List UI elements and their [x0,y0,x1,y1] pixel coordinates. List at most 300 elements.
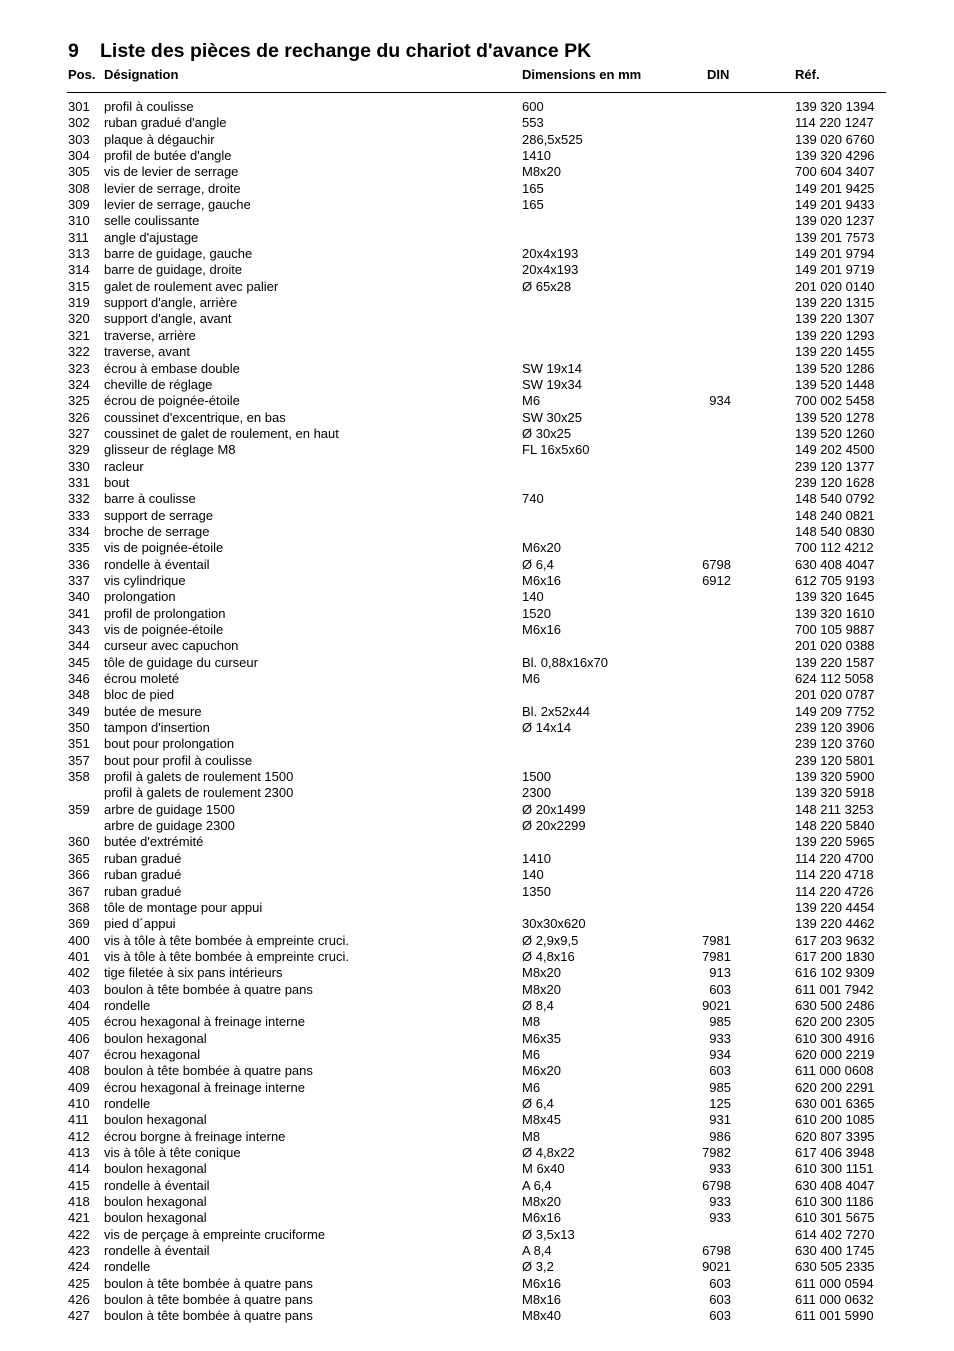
cell-pos: 404 [68,997,90,1013]
cell-pos: 315 [68,278,90,294]
cell-designation: vis cylindrique [104,572,186,588]
cell-ref: 149 201 9433 [795,197,875,213]
cell-ref: 617 203 9632 [795,932,875,948]
section-number: 9 [68,40,79,62]
cell-designation: bout pour prolongation [104,736,235,752]
table-row [0,1227,954,1243]
cell-ref: 620 000 2219 [795,1046,875,1062]
table-row [0,1178,954,1194]
cell-ref: 239 120 1377 [795,458,875,474]
table-row [0,753,954,769]
cell-ref: 624 112 5058 [795,671,874,687]
cell-pos: 408 [68,1063,90,1079]
cell-designation: rondelle à éventail [104,1243,210,1259]
table-row [0,1031,954,1047]
cell-ref: 139 520 1260 [795,425,875,441]
cell-designation: écrou de poignée-étoile [104,393,240,409]
cell-designation: écrou hexagonal [104,1046,201,1062]
cell-pos: 343 [68,622,90,637]
table-row [0,622,954,638]
cell-dimensions: M8x40 [522,1308,562,1324]
cell-pos: 413 [68,1145,90,1160]
cell-designation: profil de prolongation [104,605,226,621]
table-row [0,720,954,736]
table-row [0,1308,954,1324]
table-row [0,704,954,720]
cell-ref: 149 201 9794 [795,246,875,262]
table-row [0,638,954,654]
cell-designation: support d'angle, arrière [104,295,238,311]
cell-pos: 310 [68,213,90,229]
cell-pos: 425 [68,1275,90,1291]
cell-dimensions: 600 [522,99,544,114]
cell-dimensions: M6 [522,1046,541,1062]
cell-din: 125 [709,1095,731,1111]
cell-din: 913 [709,965,731,981]
cell-din: 603 [709,1275,731,1291]
cell-dimensions: 553 [522,115,544,131]
cell-designation: tôle de guidage du curseur [104,654,258,670]
cell-ref: 139 201 7573 [795,229,875,245]
cell-pos: 410 [68,1095,90,1111]
cell-designation: galet de roulement avec palier [104,278,279,294]
cell-designation: plaque à dégauchir [104,131,215,147]
cell-dimensions: Ø 6,4 [522,556,554,572]
cell-ref: 239 120 3906 [795,720,875,736]
cell-designation: cheville de réglage [104,376,213,392]
cell-dimensions: FL 16x5x60 [522,442,590,458]
cell-dimensions: Ø 2,9x9,5 [522,932,579,948]
cell-ref: 148 540 0830 [795,523,875,539]
cell-pos: 427 [68,1308,90,1324]
table-row [0,884,954,900]
cell-ref: 201 020 0388 [795,638,875,654]
cell-ref: 239 120 1628 [795,474,875,490]
cell-designation: prolongation [104,589,176,605]
table-row [0,361,954,377]
cell-ref: 139 220 1307 [795,311,875,327]
cell-dimensions: 740 [522,491,544,507]
cell-ref: 630 001 6365 [795,1095,875,1111]
cell-pos: 400 [68,932,90,948]
table-row [0,802,954,818]
cell-designation: coussinet de galet de roulement, en haut [104,425,339,441]
cell-designation: ruban gradué [104,850,182,866]
table-row [0,933,954,949]
cell-designation: rondelle à éventail [104,556,210,572]
cell-pos: 308 [68,180,90,196]
cell-pos: 418 [68,1194,90,1210]
cell-pos: 345 [68,654,90,670]
cell-designation: rondelle [104,1259,151,1275]
cell-ref: 139 320 1610 [795,605,875,621]
cell-ref: 611 000 0632 [795,1292,874,1308]
table-row [0,1259,954,1275]
table-row [0,785,954,801]
cell-dimensions: M8x16 [522,1292,562,1308]
cell-pos: 359 [68,801,90,817]
cell-designation: curseur avec capuchon [104,638,239,654]
cell-dimensions: 1410 [522,850,551,866]
cell-dimensions: Ø 3,2 [522,1259,554,1275]
cell-ref: 139 520 1286 [795,360,875,376]
cell-designation: boulon hexagonal [104,1030,207,1046]
cell-pos: 340 [68,589,90,605]
column-header-din: DIN [707,67,730,82]
table-row [0,851,954,867]
table-row [0,1276,954,1292]
cell-ref: 139 320 1645 [795,589,875,605]
cell-ref: 139 320 1394 [795,99,875,114]
cell-pos: 322 [68,344,90,360]
cell-ref: 148 540 0792 [795,491,875,507]
section-title: Liste des pièces de rechange du chariot d'avance PK [100,40,592,62]
table-row [0,1145,954,1161]
cell-dimensions: M8x20 [522,965,562,981]
cell-pos: 421 [68,1210,90,1226]
cell-pos: 302 [68,115,90,131]
cell-ref: 610 300 1186 [795,1194,874,1210]
cell-dimensions: A 8,4 [522,1243,552,1259]
cell-ref: 611 001 5990 [795,1308,874,1324]
table-row [0,655,954,671]
cell-dimensions: M8x45 [522,1112,562,1128]
table-row [0,459,954,475]
cell-designation: broche de serrage [104,523,210,539]
cell-designation: butée de mesure [104,703,202,719]
table-row [0,540,954,556]
table-row [0,344,954,360]
table-row [0,557,954,573]
cell-dimensions: M6x20 [522,540,562,556]
cell-pos: 406 [68,1030,90,1046]
cell-din: 7981 [702,948,731,964]
table-row [0,393,954,409]
cell-ref: 630 505 2335 [795,1259,875,1275]
cell-designation: boulon à tête bombée à quatre pans [104,1275,313,1291]
cell-designation: boulon à tête bombée à quatre pans [104,1308,313,1324]
cell-ref: 239 120 5801 [795,752,875,768]
cell-designation: bout pour profil à coulisse [104,752,253,768]
cell-pos: 309 [68,197,90,213]
cell-ref: 201 020 0787 [795,687,875,703]
cell-designation: boulon à tête bombée à quatre pans [104,1063,313,1079]
table-row [0,491,954,507]
cell-dimensions: M8x20 [522,1194,562,1210]
table-row [0,1129,954,1145]
cell-designation: écrou hexagonal à freinage interne [104,1079,305,1095]
cell-pos: 405 [68,1014,90,1030]
cell-designation: boulon hexagonal [104,1194,207,1210]
cell-dimensions: M6 [522,1079,541,1095]
cell-designation: levier de serrage, droite [104,180,241,196]
cell-din: 7982 [702,1145,731,1160]
cell-ref: 139 220 1293 [795,327,875,343]
table-row [0,410,954,426]
cell-ref: 139 220 4462 [795,916,875,932]
cell-designation: vis à tôle à tête bombée à empreinte cruci. [104,948,349,964]
cell-pos: 411 [68,1112,89,1128]
cell-pos: 327 [68,425,90,441]
cell-pos: 351 [68,736,90,752]
cell-designation: barre à coulisse [104,491,196,507]
table-row [0,99,954,115]
page-title [68,40,591,63]
cell-ref: 139 220 1455 [795,344,875,360]
cell-ref: 149 201 9719 [795,262,875,278]
cell-designation: pied d´appui [104,916,176,932]
cell-pos: 313 [68,246,90,262]
cell-designation: vis de poignée-étoile [104,540,224,556]
cell-dimensions: 165 [522,180,544,196]
cell-dimensions: Ø 4,8x22 [522,1145,575,1160]
cell-dimensions: M8 [522,1128,541,1144]
cell-dimensions: M6x20 [522,1063,562,1079]
table-row [0,687,954,703]
cell-ref: 611 000 0594 [795,1275,874,1291]
cell-din: 6912 [702,572,731,588]
cell-ref: 201 020 0140 [795,278,875,294]
table-row [0,867,954,883]
cell-pos: 332 [68,491,90,507]
cell-designation: écrou à embase double [104,360,240,376]
cell-designation: support de serrage [104,507,214,523]
cell-designation: ruban gradué [104,883,182,899]
cell-designation: profil à galets de roulement 2300 [104,785,294,801]
cell-designation: traverse, arrière [104,327,196,343]
cell-ref: 149 202 4500 [795,442,875,458]
header-divider [67,92,886,93]
table-row [0,508,954,524]
cell-ref: 139 220 4454 [795,899,875,915]
table-row [0,671,954,687]
cell-designation: traverse, avant [104,344,190,360]
cell-dimensions: 1410 [522,148,551,164]
cell-designation: profil de butée d'angle [104,148,232,164]
cell-ref: 617 406 3948 [795,1145,875,1160]
cell-pos: 305 [68,164,90,180]
cell-designation: rondelle [104,997,151,1013]
cell-designation: écrou borgne à freinage interne [104,1128,286,1144]
cell-pos: 426 [68,1292,90,1308]
table-row [0,213,954,229]
table-row [0,426,954,442]
cell-din: 933 [709,1194,731,1210]
cell-ref: 139 020 1237 [795,213,875,229]
cell-dimensions: Ø 4,8x16 [522,948,575,964]
cell-designation: bloc de pied [104,687,175,703]
cell-dimensions: Ø 20x2299 [522,818,586,834]
cell-ref: 139 520 1278 [795,409,875,425]
cell-designation: support d'angle, avant [104,311,232,327]
cell-dimensions: 140 [522,589,544,605]
cell-din: 931 [709,1112,731,1128]
cell-designation: vis à tôle à tête bombée à empreinte cruci. [104,932,349,948]
cell-pos: 321 [68,327,90,343]
table-row [0,1210,954,1226]
cell-ref: 700 002 5458 [795,393,875,409]
cell-dimensions: 1350 [522,883,551,899]
cell-din: 933 [709,1210,731,1226]
cell-pos: 333 [68,507,90,523]
cell-pos: 350 [68,720,90,736]
cell-dimensions: M8 [522,1014,541,1030]
cell-din: 933 [709,1030,731,1046]
cell-pos: 424 [68,1259,90,1275]
cell-pos: 303 [68,131,90,147]
cell-designation: boulon hexagonal [104,1112,207,1128]
cell-dimensions: M6 [522,671,541,687]
cell-pos: 422 [68,1226,90,1242]
cell-dimensions: A 6,4 [522,1177,552,1193]
cell-pos: 323 [68,360,90,376]
cell-dimensions: 20x4x193 [522,262,579,278]
cell-designation: bout [104,474,130,490]
cell-ref: 610 301 5675 [795,1210,875,1226]
cell-designation: arbre de guidage 2300 [104,818,235,834]
cell-pos: 365 [68,850,90,866]
cell-pos: 357 [68,752,90,768]
cell-din: 985 [709,1079,731,1095]
column-header-dimensions: Dimensions en mm [522,67,642,82]
cell-ref: 617 200 1830 [795,948,875,964]
table-row [0,1063,954,1079]
table-row [0,949,954,965]
cell-ref: 139 520 1448 [795,376,875,392]
cell-din: 9021 [702,1259,731,1275]
cell-dimensions: 30x30x620 [522,916,586,932]
cell-pos: 349 [68,703,90,719]
cell-ref: 700 112 4212 [795,540,874,556]
cell-din: 7981 [702,932,731,948]
table-row [0,279,954,295]
cell-din: 933 [709,1161,731,1177]
table-row [0,524,954,540]
cell-designation: levier de serrage, gauche [104,197,251,213]
cell-pos: 368 [68,899,90,915]
table-row [0,573,954,589]
cell-din: 934 [709,1046,731,1062]
cell-ref: 612 705 9193 [795,572,875,588]
table-row [0,328,954,344]
cell-dimensions: M 6x40 [522,1161,565,1177]
table-row [0,377,954,393]
cell-pos: 367 [68,883,90,899]
cell-ref: 616 102 9309 [795,965,875,981]
cell-ref: 149 201 9425 [795,180,875,196]
cell-dimensions: SW 19x34 [522,376,582,392]
cell-pos: 337 [68,572,90,588]
cell-ref: 239 120 3760 [795,736,875,752]
cell-pos: 330 [68,458,90,474]
table-row [0,1243,954,1259]
cell-pos: 415 [68,1177,90,1193]
cell-ref: 611 001 7942 [795,981,874,997]
cell-ref: 148 220 5840 [795,818,875,834]
cell-pos: 319 [68,295,90,311]
cell-ref: 700 604 3407 [795,164,875,180]
cell-din: 6798 [702,1177,731,1193]
cell-din: 986 [709,1128,731,1144]
cell-pos: 366 [68,867,90,883]
cell-din: 6798 [702,556,731,572]
cell-ref: 139 320 5918 [795,785,875,801]
cell-pos: 329 [68,442,90,458]
table-row [0,246,954,262]
cell-designation: glisseur de réglage M8 [104,442,236,458]
cell-dimensions: SW 19x14 [522,360,582,376]
cell-ref: 139 020 6760 [795,131,875,147]
cell-pos: 341 [68,605,90,621]
cell-din: 603 [709,1308,731,1324]
cell-dimensions: Ø 30x25 [522,425,572,441]
table-row [0,148,954,164]
cell-designation: rondelle [104,1095,151,1111]
cell-ref: 630 500 2486 [795,997,875,1013]
cell-din: 934 [709,393,731,409]
cell-pos: 348 [68,687,90,703]
cell-pos: 360 [68,834,90,850]
cell-designation: ruban gradué d'angle [104,115,227,131]
cell-dimensions: 1500 [522,769,551,785]
table-row [0,197,954,213]
table-row [0,1194,954,1210]
cell-pos: 335 [68,540,90,556]
cell-ref: 139 220 1587 [795,654,875,670]
cell-dimensions: Ø 3,5x13 [522,1226,575,1242]
cell-ref: 611 000 0608 [795,1063,874,1079]
cell-dimensions: M8x20 [522,981,562,997]
cell-designation: vis de levier de serrage [104,164,239,180]
table-row [0,900,954,916]
cell-pos: 414 [68,1161,90,1177]
cell-pos: 324 [68,376,90,392]
cell-ref: 630 408 4047 [795,1177,875,1193]
cell-dimensions: M6x16 [522,572,562,588]
cell-ref: 148 240 0821 [795,507,875,523]
cell-pos: 314 [68,262,90,278]
cell-designation: coussinet d'excentrique, en bas [104,409,286,425]
cell-designation: angle d'ajustage [104,229,199,245]
cell-dimensions: SW 30x25 [522,409,582,425]
cell-dimensions: M6x35 [522,1030,562,1046]
cell-designation: selle coulissante [104,213,200,229]
cell-pos: 336 [68,556,90,572]
table-row [0,769,954,785]
cell-designation: racleur [104,458,144,474]
cell-din: 985 [709,1014,731,1030]
cell-pos: 369 [68,916,90,932]
table-row [0,132,954,148]
cell-pos: 401 [68,948,90,964]
cell-designation: boulon hexagonal [104,1210,207,1226]
cell-pos: 311 [68,229,89,245]
cell-pos: 325 [68,393,90,409]
table-row [0,262,954,278]
cell-pos: 304 [68,148,90,164]
cell-pos: 409 [68,1079,90,1095]
cell-din: 603 [709,981,731,997]
cell-designation: tôle de montage pour appui [104,899,263,915]
table-row [0,1161,954,1177]
cell-designation: tampon d'insertion [104,720,210,736]
table-row [0,442,954,458]
table-row [0,998,954,1014]
cell-pos: 301 [68,99,90,114]
cell-designation: barre de guidage, droite [104,262,243,278]
table-row [0,295,954,311]
cell-dimensions: Ø 14x14 [522,720,572,736]
